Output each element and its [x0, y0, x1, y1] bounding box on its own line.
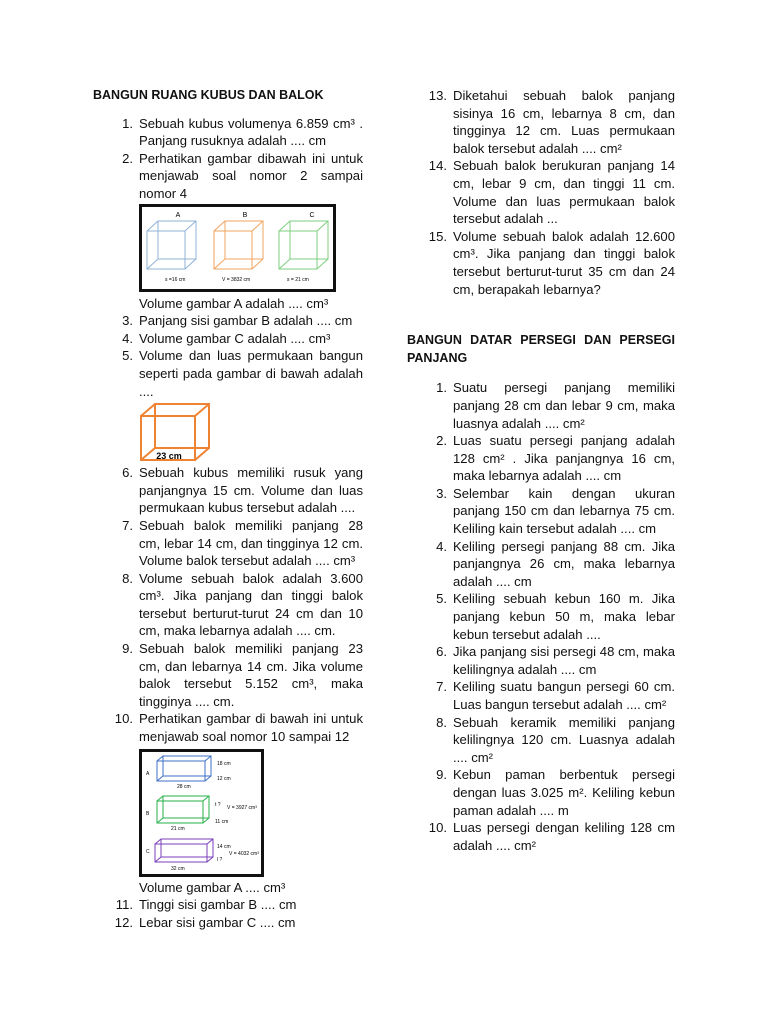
box-a-height: 18 cm [217, 760, 231, 767]
question-number: 14. [428, 158, 447, 174]
box-b-label: B [146, 810, 150, 817]
box-c-label: C [146, 848, 150, 855]
question-item [407, 379, 675, 432]
question-number: 4. [436, 538, 447, 554]
question-item [407, 590, 675, 643]
question-text: Volume sebuah balok adalah 3.600 cm³. Jika panjang dan tinggi balok tersebut berturut-turut 24 cm dan 10 cm, maka lebarnya adalah .... cm. [139, 570, 363, 639]
question-number: 3. [122, 313, 133, 329]
question-text: Sebuah kubus memiliki rusuk yang panjangnya 15 cm. Volume dan luas permukaan kubus tersebut adalah .... [139, 465, 363, 516]
box-c-length: 32 cm [171, 865, 185, 872]
box-c-volume: V = 4032 cm³ [229, 850, 259, 857]
question-number: 4. [122, 330, 133, 346]
question-item [407, 485, 675, 538]
question-number: 15. [428, 228, 447, 244]
label-b: B [242, 211, 248, 219]
left-column [93, 87, 363, 931]
question-item [407, 714, 675, 767]
question-item [93, 570, 363, 640]
question-item [93, 150, 363, 203]
question-number: 7. [122, 517, 133, 533]
question-item [93, 896, 363, 914]
question-text: Volume gambar C adalah .... cm³ [139, 330, 331, 346]
question-item [93, 347, 363, 400]
figure-three-boxes [139, 749, 264, 877]
box-a-label: A [146, 770, 150, 777]
section-title-kubus-balok: BANGUN RUANG KUBUS DAN BALOK [93, 88, 324, 102]
question-text: Sebuah balok memiliki panjang 28 cm, lebar 14 cm, dan tingginya 12 cm. Volume balok tersebut adalah .... cm³ [139, 517, 363, 569]
question-text: Selembar kain dengan ukuran panjang 150 cm dan lebarnya 75 cm. Keliling kain tersebut adalah .... cm [453, 485, 675, 537]
question-number: 9. [122, 641, 133, 657]
question-item [93, 640, 363, 710]
question-number: 6. [436, 644, 447, 660]
question-number: 9. [436, 767, 447, 783]
box-c-height: 14 cm [217, 843, 231, 850]
question-item [93, 710, 363, 745]
question-list-6 [407, 379, 675, 854]
question-number: 1. [436, 380, 447, 396]
box-b-length: 21 cm [171, 825, 185, 832]
label-c: C [309, 211, 315, 219]
question-text: Sebuah balok berukuran panjang 14 cm, lebar 9 cm, dan tinggi 11 cm. Volume dan luas permukaan balok tersebut adalah ... [453, 158, 675, 227]
question-text: Sebuah kubus volumenya 6.859 cm³ . Panjang rusuknya adalah .... cm [139, 115, 363, 149]
question-number: 7. [436, 679, 447, 695]
box-b-width: 11 cm [215, 818, 229, 825]
question-number: 2. [436, 433, 447, 449]
question-number: 11. [115, 897, 133, 913]
question-item [407, 87, 675, 157]
question-list-1 [93, 115, 363, 203]
question-text: Perhatikan gambar di bawah ini untuk menjawab soal nomor 10 sampai 12 [139, 711, 363, 745]
continuation-text: Volume gambar A adalah .... cm³ [139, 295, 329, 311]
question-item [93, 115, 363, 150]
section-title-persegi: BANGUN DATAR PERSEGI DAN PERSEGI PANJANG [407, 333, 675, 365]
question-item [407, 157, 675, 227]
caption-c: s = 21 cm [287, 276, 309, 283]
question-item [407, 766, 675, 819]
question-item [93, 517, 363, 570]
question-item [407, 819, 675, 854]
question-text: Volume dan luas permukaan bangun seperti pada gambar di bawah adalah .... [139, 348, 363, 399]
question-number: 10. [114, 711, 133, 727]
question-list-2 [93, 312, 363, 400]
question-number: 3. [436, 485, 447, 501]
box-c-width: l ? [217, 856, 223, 863]
question-number: 12. [114, 914, 133, 930]
question-item [407, 678, 675, 713]
question-text: Keliling suatu bangun persegi 60 cm. Luas bangun tersebut adalah .... cm² [453, 679, 675, 712]
box-a-length: 28 cm [177, 783, 191, 790]
question-text: Kebun paman berbentuk persegi dengan luas 3.025 m². Keliling kebun paman adalah .... m [453, 767, 675, 818]
question-list-4 [93, 896, 363, 931]
question-text: Perhatikan gambar dibawah ini untuk menjawab soal nomor 2 sampai nomor 4 [139, 150, 363, 201]
question-text: Panjang sisi gambar B adalah .... cm [139, 313, 353, 329]
question-item [93, 464, 363, 517]
question-text: Sebuah balok memiliki panjang 23 cm, dan lebarnya 14 cm. Jika volume balok tersebut 5.152 cm³, maka tingginya .... cm. [139, 641, 363, 709]
question-number: 5. [122, 348, 133, 364]
question-text: Luas suatu persegi panjang adalah 128 cm² . Jika panjangnya 16 cm, maka lebarnya adalah .... cm [453, 433, 675, 484]
question-item [93, 914, 363, 932]
continuation-text: Volume gambar A .... cm³ [139, 879, 286, 895]
question-text: Sebuah keramik memiliki panjang kelilingnya 120 cm. Luasnya adalah .... cm² [453, 714, 675, 765]
label-a: A [175, 211, 181, 219]
question-item [407, 643, 675, 678]
question-text: Luas persegi dengan keliling 128 cm adalah .... cm² [453, 820, 675, 853]
right-column [407, 87, 675, 854]
question-list-5 [407, 87, 675, 298]
figure-three-cubes [139, 204, 336, 292]
cube-side-label: 23 cm [156, 451, 182, 462]
question-item [93, 312, 363, 330]
box-b-height: t ? [215, 801, 221, 808]
question-text: Volume sebuah balok adalah 12.600 cm³. Jika panjang dan tinggi balok tersebut berturut-turut 35 cm dan 24 cm, berapakah lebarnya? [453, 228, 675, 297]
question-item [407, 228, 675, 298]
question-list-3 [93, 464, 363, 746]
figure-orange-cube [139, 402, 213, 464]
question-item [407, 432, 675, 485]
question-text: Tinggi sisi gambar B .... cm [139, 897, 297, 913]
box-b-volume: V = 3927 cm³ [227, 804, 257, 811]
question-number: 2. [122, 150, 133, 166]
question-number: 8. [122, 570, 133, 586]
question-text: Keliling persegi panjang 88 cm. Jika panjangnya 26 cm, maka lebarnya adalah .... cm [453, 538, 675, 589]
question-number: 1. [122, 115, 133, 131]
caption-b: V = 3832 cm [222, 276, 251, 283]
question-number: 13. [428, 88, 447, 103]
question-text: Keliling sebuah kebun 160 m. Jika panjang kebun 50 m, maka lebar kebun tersebut adalah .... [453, 591, 675, 642]
question-text: Diketahui sebuah balok panjang sisinya 16 cm, lebarnya 8 cm, dan tingginya 12 cm. Luas permukaan balok tersebut adalah .... cm² [453, 88, 675, 156]
question-text: Jika panjang sisi persegi 48 cm, maka kelilingnya adalah .... cm [453, 644, 675, 677]
caption-a: s =16 cm [165, 276, 186, 283]
question-number: 8. [436, 714, 447, 730]
question-item [407, 538, 675, 591]
question-text: Suatu persegi panjang memiliki panjang 28 cm dan lebar 9 cm, maka luasnya adalah .... cm² [453, 380, 675, 431]
question-number: 5. [436, 591, 447, 607]
question-item [93, 330, 363, 348]
box-a-width: 12 cm [217, 775, 231, 782]
question-text: Lebar sisi gambar C .... cm [139, 914, 296, 930]
question-number: 6. [122, 465, 133, 481]
question-number: 10. [428, 820, 447, 836]
